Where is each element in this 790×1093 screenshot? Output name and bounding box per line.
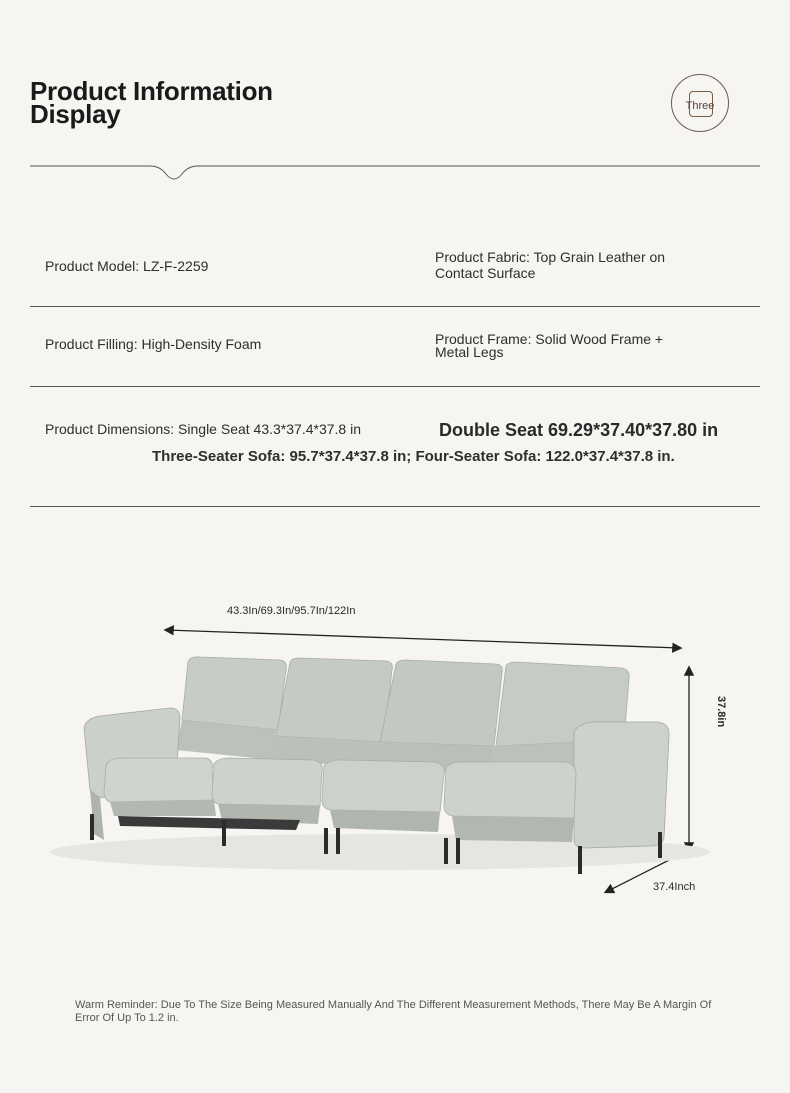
spec-fabric: [435, 249, 735, 281]
spec-frame-line1: Product Frame: Solid Wood Frame +: [435, 331, 664, 347]
divider: [30, 506, 760, 507]
spec-dimensions-three-four: Three-Seater Sofa: 95.7*37.4*37.8 in; Four-Seater Sofa: 122.0*37.4*37.8 in.: [152, 448, 675, 465]
back-cushions: [176, 657, 629, 774]
depth-label: 37.4Inch: [653, 881, 696, 893]
spec-filling: Product Filling: High-Density Foam: [45, 336, 262, 352]
divider: [30, 386, 760, 387]
spec-dimensions-single: Product Dimensions: Single Seat 43.3*37.4*37.8 in: [45, 421, 361, 437]
seat-count-badge: [671, 74, 729, 132]
width-arrow: [166, 630, 680, 648]
warm-reminder: Warm Reminder: Due To The Size Being Measured Manually And The Different Measurement Methods, There May Be A Margin Of Error Of Up To 1.2 in.: [75, 999, 712, 1024]
right-arm: [574, 722, 669, 848]
page-title-line2: Display: [30, 99, 121, 129]
badge-label: Three: [685, 100, 715, 112]
divider: [30, 306, 760, 307]
spec-model: Product Model: LZ-F-2259: [45, 258, 209, 274]
spec-fabric-line2: Contact Surface: [435, 265, 536, 281]
page-title-line1: Product Information: [30, 76, 273, 106]
spec-fabric-line1: Product Fabric: Top Grain Leather on: [435, 249, 666, 265]
header-divider: [0, 150, 790, 190]
spec-frame: [435, 333, 735, 359]
page-title: [30, 76, 350, 129]
spec-dimensions-double: Double Seat 69.29*37.40*37.80 in: [439, 420, 719, 440]
spec-frame-line2: Metal Legs: [435, 344, 504, 360]
height-label: 37.8in: [715, 696, 727, 728]
sofa-diagram: [0, 620, 790, 910]
width-label: 43.3In/69.3In/95.7In/122In: [227, 605, 356, 617]
